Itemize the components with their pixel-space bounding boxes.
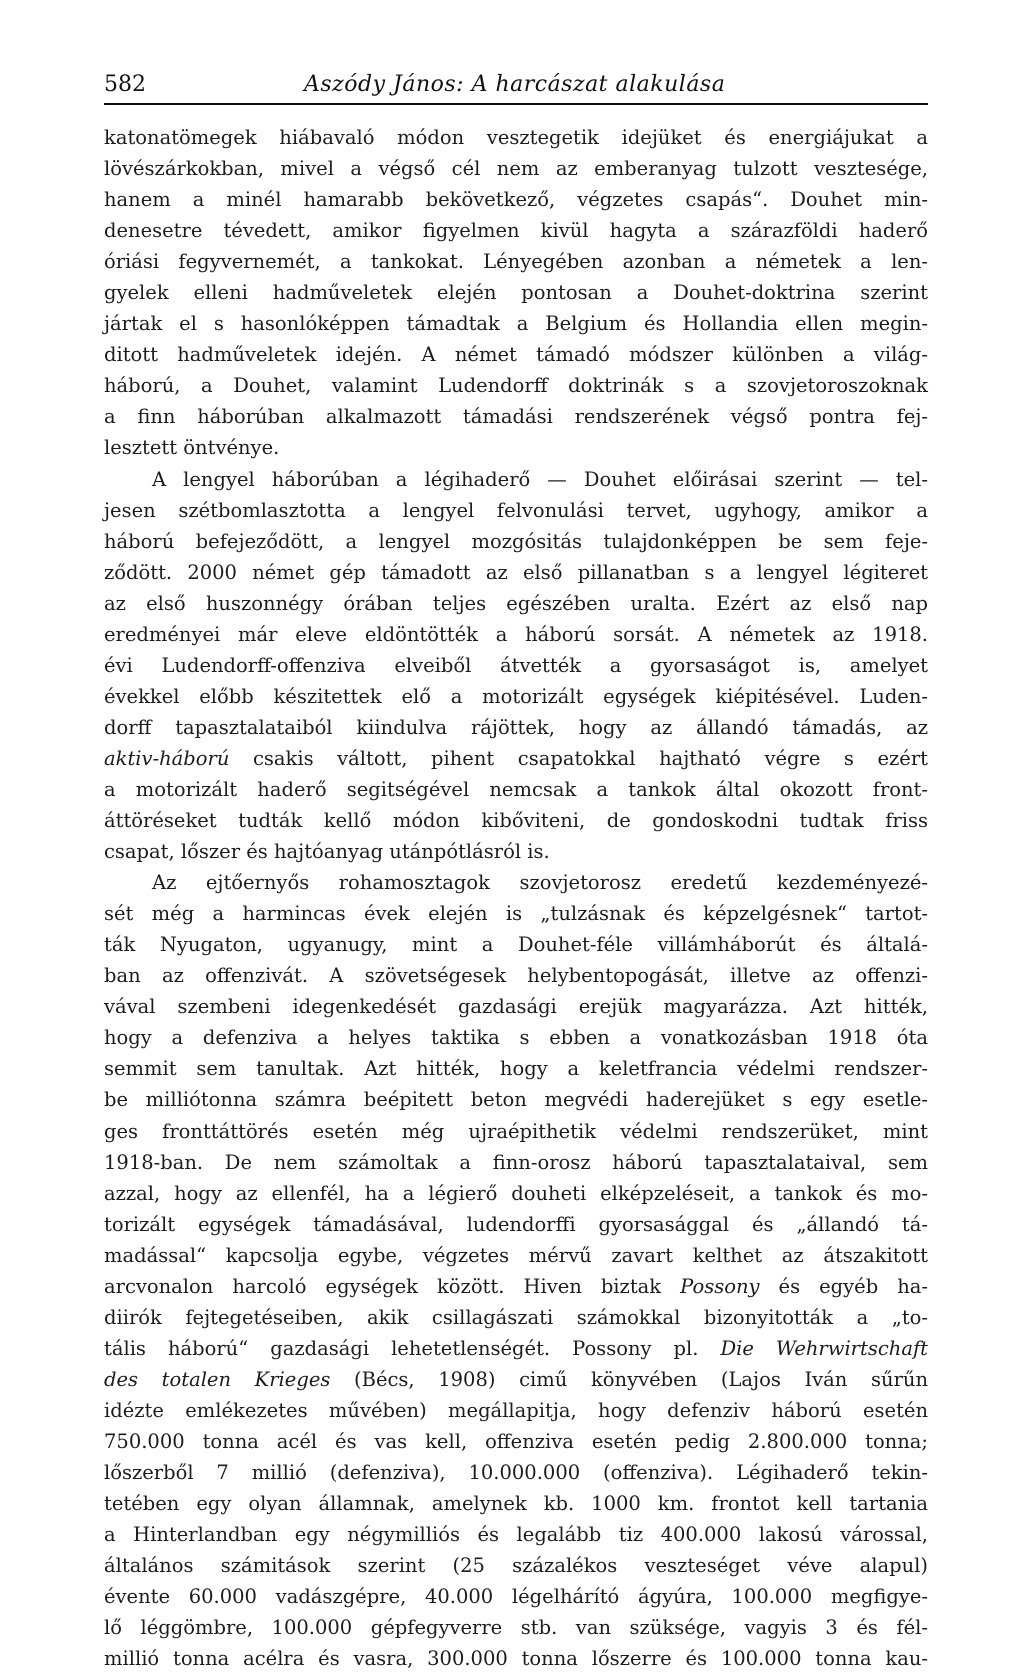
text-line: a finn háborúban alkalmazott támadási rendszerének végső pontra fej- [104, 405, 928, 429]
header-rule [104, 103, 928, 105]
text-line: diirók fejtegetéseiben, akik csillagászati számokkal bizonyitották a „to- [104, 1305, 928, 1329]
text-line: hanem a minél hamarabb bekövetkező, végzetes csapás“. Douhet min- [104, 188, 928, 212]
text-line: ditott hadműveletek idején. A német támadó módszer különben a világ- [104, 343, 928, 367]
text-line: aktiv-háború csakis váltott, pihent csapatokkal hajtható végre s ezért [104, 746, 928, 770]
text-line: jártak el s hasonlóképpen támadtak a Belgium és Hollandia ellen megin- [104, 312, 928, 336]
text-line: ződött. 2000 német gép támadott az első pillanatban s a lengyel légiteret [104, 560, 928, 584]
text-line: csapat, lőszer és hajtóanyag utánpótlásról is. [104, 840, 550, 864]
text-line: háború, a Douhet, valamint Ludendorff doktrinák s a szovjetoroszoknak [104, 374, 928, 398]
text-line: általános számitások szerint (25 százalékos veszteséget véve alapul) [104, 1554, 928, 1578]
text-line: madással“ kapcsolja egybe, végzetes mérvű zavart kelthet az átszakitott [104, 1243, 928, 1267]
text-line: lesztett öntvénye. [104, 436, 280, 460]
text-line: A lengyel háborúban a légihaderő — Douhet előirásai szerint — tel- [152, 467, 928, 491]
text-line: óriási fegyvernemét, a tankokat. Lényegében azonban a németek a len- [104, 250, 928, 274]
text-line: évente 60.000 vadászgépre, 40.000 légelhárító ágyúra, 100.000 megfigye- [104, 1585, 928, 1609]
text-line: des totalen Krieges (Bécs, 1908) cimű könyvében (Lajos Iván sűrűn [104, 1367, 929, 1391]
text-line: ges fronttáttörés esetén még ujraépithetik védelmi rendszerüket, mint [104, 1119, 928, 1143]
text-line: semmit sem tanultak. Azt hitték, hogy a keletfrancia védelmi rendszer- [104, 1057, 928, 1081]
text-line: denesetre tévedett, amikor figyelmen kivül hagyta a szárazföldi haderő [104, 219, 928, 243]
text-line: 1918-ban. De nem számoltak a finn-orosz háború tapasztalataival, sem [104, 1150, 928, 1174]
text-line: jesen szétbomlasztotta a lengyel felvonulási tervet, ugyhogy, amikor a [104, 498, 928, 522]
text-line: hogy a defenziva a helyes taktika s ebben a vonatkozásban 1918 óta [104, 1026, 928, 1050]
text-line: 750.000 tonna acél és vas kell, offenziva esetén pedig 2.800.000 tonna; [104, 1429, 928, 1453]
text-line: az első huszonnégy órában teljes egészében uralta. Ezért az első nap [104, 591, 928, 615]
text-line: a motorizált haderő segitségével nemcsak a tankok által okozott front- [104, 777, 928, 801]
text-line: arcvonalon harcoló egységek között. Hiven biztak Possony és egyéb ha- [104, 1274, 928, 1298]
text-line: azzal, hogy az ellenfél, ha a légierő douheti elképzeléseit, a tankok és mo- [104, 1181, 928, 1205]
text-line: millió tonna acélra és vasra, 300.000 tonna lőszerre és 100.000 tonna kau- [104, 1647, 928, 1671]
text-line: sét még a harmincas évek elején is „tulzásnak és képzelgésnek“ tartot- [104, 902, 928, 926]
text-line: a Hinterlandban egy négymilliós és legalább tiz 400.000 lakosú várossal, [104, 1523, 928, 1547]
text-line: évekkel előbb készitettek elő a motorizált egységek kiépitésével. Luden- [104, 684, 928, 708]
text-line: lő léggömbre, 100.000 gépfegyverre stb. van szüksége, vagyis 3 és fél- [104, 1616, 928, 1640]
page-header [104, 70, 928, 102]
text-line: áttöréseket tudták kellő módon kibőviteni, de gondoskodni tudtak friss [104, 809, 928, 833]
text-line: ban az offenzivát. A szövetségesek helybentopogását, illetve az offenzi- [104, 964, 928, 988]
text-line: háború befejeződött, a lengyel mozgósitás tulajdonképpen be sem feje- [104, 529, 928, 553]
text-line: katonatömegek hiábavaló módon vesztegetik idejüket és energiájukat a [104, 126, 928, 149]
text-line: idézte emlékezetes művében) megállapitja, hogy defenziv háború esetén [104, 1398, 928, 1422]
page-number: 582 [104, 72, 146, 97]
text-line: dorff tapasztalataiból kiindulva rájöttek, hogy az állandó támadás, az [104, 715, 928, 739]
text-line: tális háború“ gazdasági lehetetlenségét. Possony pl. Die Wehrwirtschaft [104, 1336, 928, 1360]
text-line: lőszerből 7 millió (defenziva), 10.000.000 (offenziva). Légihaderő tekin- [104, 1461, 928, 1485]
text-line: vával szembeni idegenkedését gazdasági erejük magyarázza. Azt hitték, [104, 995, 928, 1019]
running-head: Aszódy János: A harcászat alakulása [304, 72, 726, 97]
text-line: tetében egy olyan államnak, amelynek kb. 1000 km. frontot kell tartania [104, 1492, 928, 1516]
text-line: torizált egységek támadásával, ludendorffi gyorsasággal és „állandó tá- [104, 1212, 928, 1236]
text-line: ták Nyugaton, ugyanugy, mint a Douhet-féle villámháborút és általá- [104, 933, 928, 957]
body-text [104, 122, 928, 1674]
text-line: eredményei már eleve eldöntötték a háború sorsát. A németek az 1918. [104, 622, 928, 646]
text-line: évi Ludendorff-offenziva elveiből átvették a gyorsaságot is, amelyet [104, 653, 928, 677]
text-line: gyelek elleni hadműveletek elején pontosan a Douhet-doktrina szerint [104, 281, 928, 305]
text-line: lövészárkokban, mivel a végső cél nem az emberanyag tulzott vesztesége, [104, 157, 928, 181]
text-line: be milliótonna számra beépitett beton megvédi haderejüket s egy esetle- [104, 1088, 928, 1112]
text-line: Az ejtőernyős rohamosztagok szovjetorosz eredetű kezdeményezé- [152, 871, 928, 895]
